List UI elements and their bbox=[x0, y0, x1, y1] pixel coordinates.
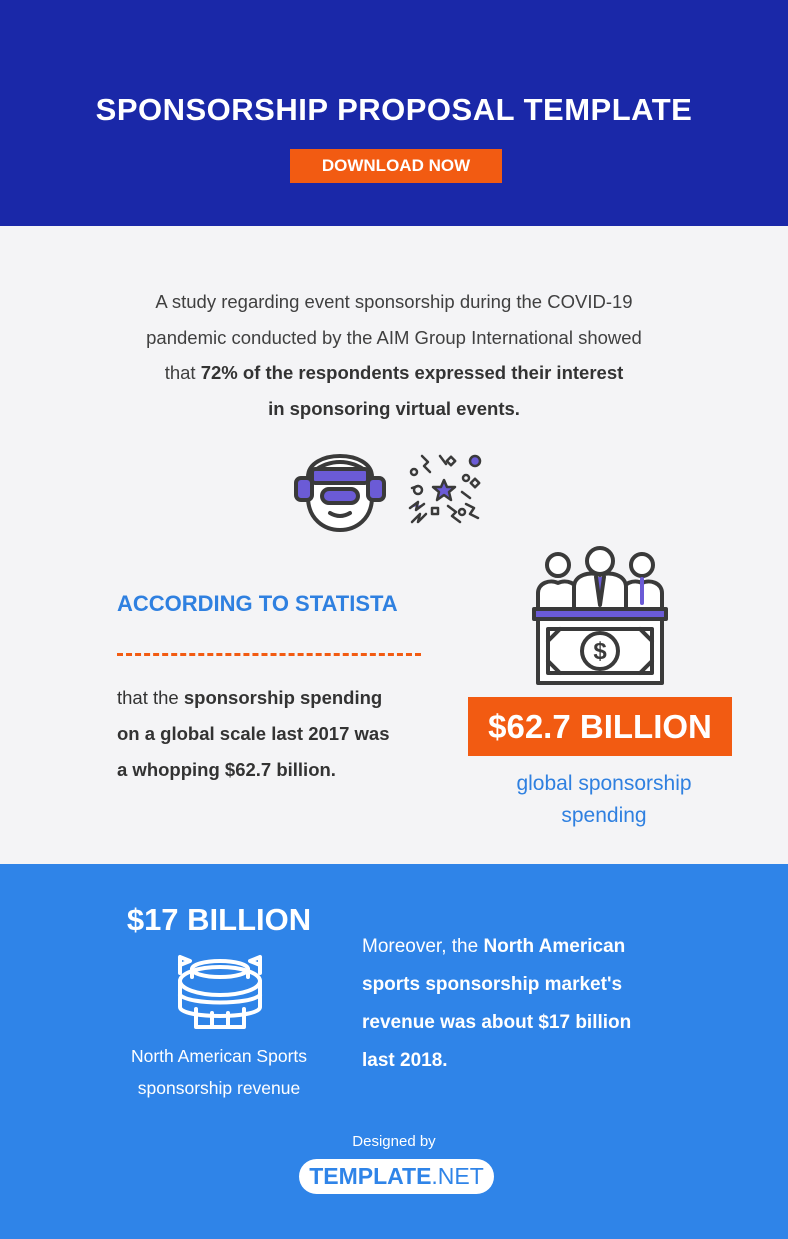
statista-text-bold-3: a whopping $62.7 billion. bbox=[117, 759, 336, 780]
stadium-icon bbox=[172, 947, 268, 1035]
statista-text-bold-1: sponsorship spending bbox=[183, 687, 383, 708]
north-america-caption bbox=[104, 1040, 334, 1104]
vr-headset-icon bbox=[290, 437, 390, 533]
brand-name-bold: TEMPLATE bbox=[309, 1163, 432, 1189]
brand-name-light: .NET bbox=[431, 1163, 484, 1189]
intro-line-2: pandemic conducted by the AIM Group International showed bbox=[146, 326, 642, 348]
na-text-bold-3: revenue was about $17 billion bbox=[362, 1012, 632, 1033]
confetti-star-icon bbox=[404, 450, 486, 532]
svg-text:$: $ bbox=[593, 638, 607, 665]
na-text-bold-2: sports sponsorship market's bbox=[362, 974, 623, 995]
intro-line-3: that bbox=[164, 362, 201, 383]
statista-text-plain: that the bbox=[117, 687, 184, 708]
intro-highlight-2: in sponsoring virtual events. bbox=[268, 397, 520, 419]
statista-heading: ACCORDING TO STATISTA bbox=[117, 591, 398, 616]
intro-highlight-1: 72% of the respondents expressed their interest bbox=[200, 362, 624, 383]
na-caption-line-1: North American Sports bbox=[130, 1046, 308, 1066]
global-caption-line-2: spending bbox=[561, 804, 647, 827]
na-text-bold-4: last 2018. bbox=[362, 1050, 448, 1071]
header-banner bbox=[0, 0, 788, 226]
download-button[interactable]: DOWNLOAD NOW bbox=[290, 149, 502, 183]
global-spending-caption bbox=[480, 768, 728, 832]
na-caption-line-2: sponsorship revenue bbox=[137, 1078, 301, 1098]
global-caption-line-1: global sponsorship bbox=[516, 772, 692, 795]
sponsors-money-icon bbox=[530, 545, 670, 687]
intro-line-1: A study regarding event sponsorship during the COVID-19 bbox=[155, 291, 633, 312]
statista-paragraph bbox=[117, 680, 437, 788]
statista-text-bold-2: on a global scale last 2017 was bbox=[117, 723, 390, 744]
page-title: SPONSORSHIP PROPOSAL TEMPLATE bbox=[95, 92, 693, 127]
na-text-bold-1: North American bbox=[483, 936, 626, 957]
dashed-divider bbox=[117, 653, 421, 656]
north-america-paragraph bbox=[362, 928, 692, 1080]
brand-logo[interactable] bbox=[299, 1159, 494, 1194]
global-spending-badge: $62.7 BILLION bbox=[468, 697, 732, 756]
designed-by-label: Designed by bbox=[352, 1133, 436, 1150]
na-text-plain: Moreover, the bbox=[362, 936, 484, 957]
north-america-value: $17 BILLION bbox=[126, 902, 312, 937]
intro-paragraph bbox=[94, 284, 694, 426]
